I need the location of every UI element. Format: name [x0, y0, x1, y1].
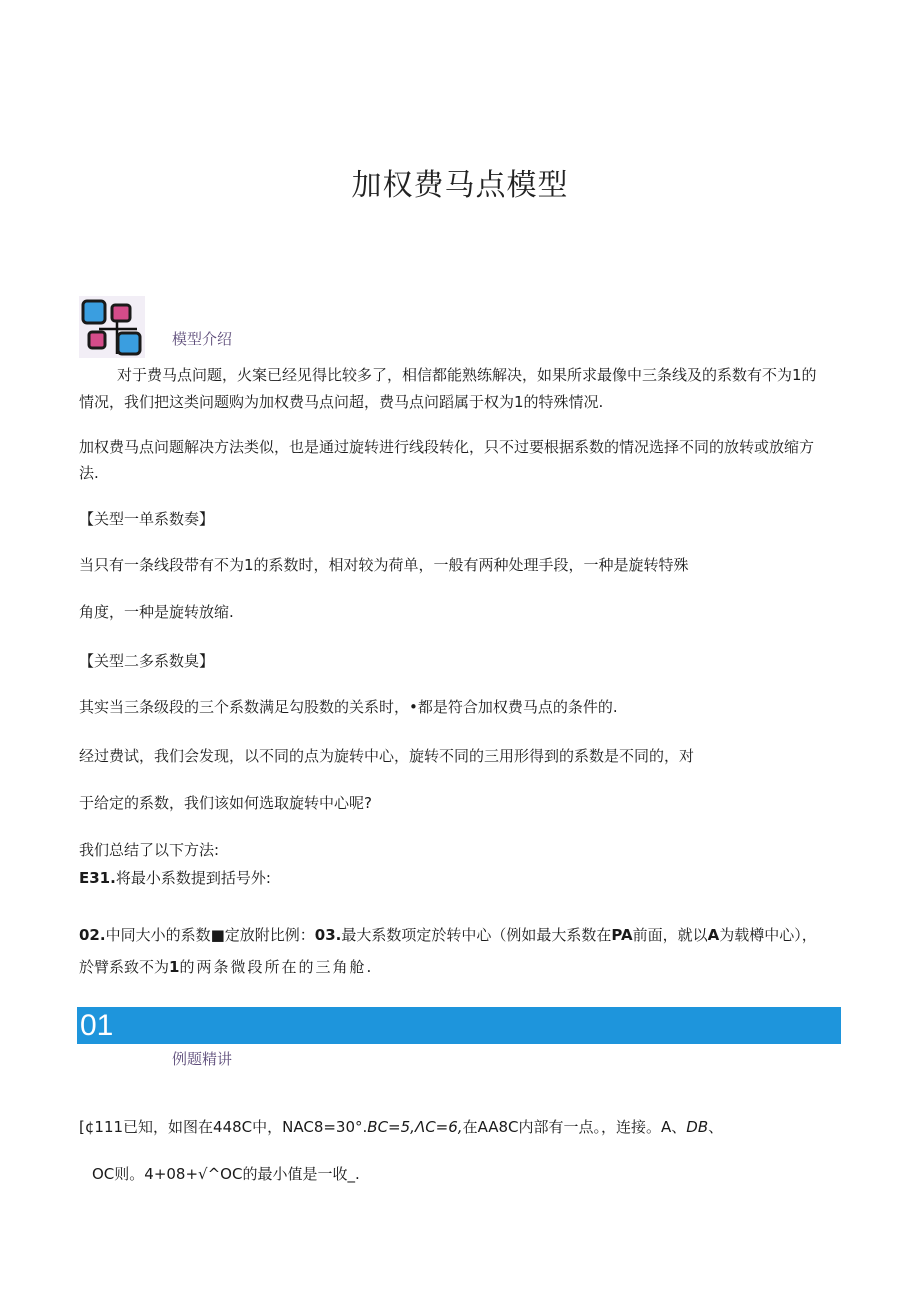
type2-paragraph-line: 其实当三条级段的三个系数满足勾股数的关系时，•都是符合加权费马点的条件的.: [79, 698, 618, 716]
method-step-2-3: [79, 921, 817, 949]
step-text: 将最小系数提到括号外:: [115, 869, 271, 887]
problem-text: [¢111已知，如图在448C中，NAC8=30°.: [79, 1118, 368, 1136]
intro-paragraph-line: 对于费马点问题，火案已经见得比较多了，相信都能熟练解决，如果所求最像中三条线及的系数有不为1的: [117, 366, 817, 384]
step-text: 於臂系致不为: [79, 958, 170, 976]
type1-paragraph-line: 角度，一种是旋转放缩.: [79, 603, 234, 621]
intro-paragraph-line: 法.: [79, 464, 99, 482]
section-label-examples: 例题精讲: [172, 1050, 233, 1068]
section-label-model-intro: 模型介绍: [172, 330, 233, 348]
problem-text: 在AA8C内部有一点。，连接。A、: [462, 1118, 687, 1136]
step-number: E31.: [79, 869, 116, 887]
step-text: 最大系数项定於转中心（例如最大系数在: [341, 926, 612, 944]
type1-paragraph-line: 当只有一条线段带有不为1的系数时，相对较为荷单，一般有两种处理手段，一种是旋转特殊: [79, 556, 689, 574]
method-step-1: [79, 864, 271, 892]
type1-heading: 【关型一单系数奏】: [79, 510, 215, 528]
example-problem-line: OC则。4+08+√^OC的最小值是一收_.: [92, 1165, 360, 1183]
section-banner-01: [77, 1007, 841, 1044]
problem-math: BC=5,ΛC=6,: [367, 1118, 463, 1136]
coefficient-one: 1: [169, 958, 180, 976]
model-intro-logo-icon: [79, 296, 145, 358]
problem-text: 、: [708, 1118, 724, 1136]
method-intro: 我们总结了以下方法:: [79, 841, 220, 859]
label-pa: PA: [611, 926, 633, 944]
example-problem-line: [79, 1113, 723, 1141]
step-text: 中同大小的系数■定放附比例：: [105, 926, 315, 944]
type2-paragraph-line: 于给定的系数，我们该如何选取旋转中心呢?: [79, 794, 372, 812]
method-step-3-continuation: [79, 953, 373, 981]
label-a: A: [707, 926, 720, 944]
intro-paragraph-line: 加权费马点问题解决方法类似，也是通过旋转进行线段转化，只不过要根据系数的情况选择不同的放转或放缩方: [79, 438, 815, 456]
page-title: 加权费马点模型: [351, 168, 569, 203]
step-number: 02.: [79, 926, 106, 944]
step-text: 为载樽中心），: [719, 926, 817, 944]
type2-heading: 【关型二多系数臭】: [79, 652, 215, 670]
problem-math: DB: [686, 1118, 709, 1136]
step-text: 的两条微段所在的三角舱.: [179, 958, 374, 976]
step-number: 03.: [314, 926, 342, 944]
intro-paragraph-line: 情况，我们把这类问题购为加权费马点问超，费马点问蹈属于权为1的特殊情况.: [79, 393, 604, 411]
banner-number: 01: [80, 1009, 114, 1042]
type2-paragraph-line: 经过费试，我们会发现，以不同的点为旋转中心，旋转不同的三用形得到的系数是不同的，对: [79, 747, 695, 765]
step-text: 前面，就以: [632, 926, 708, 944]
